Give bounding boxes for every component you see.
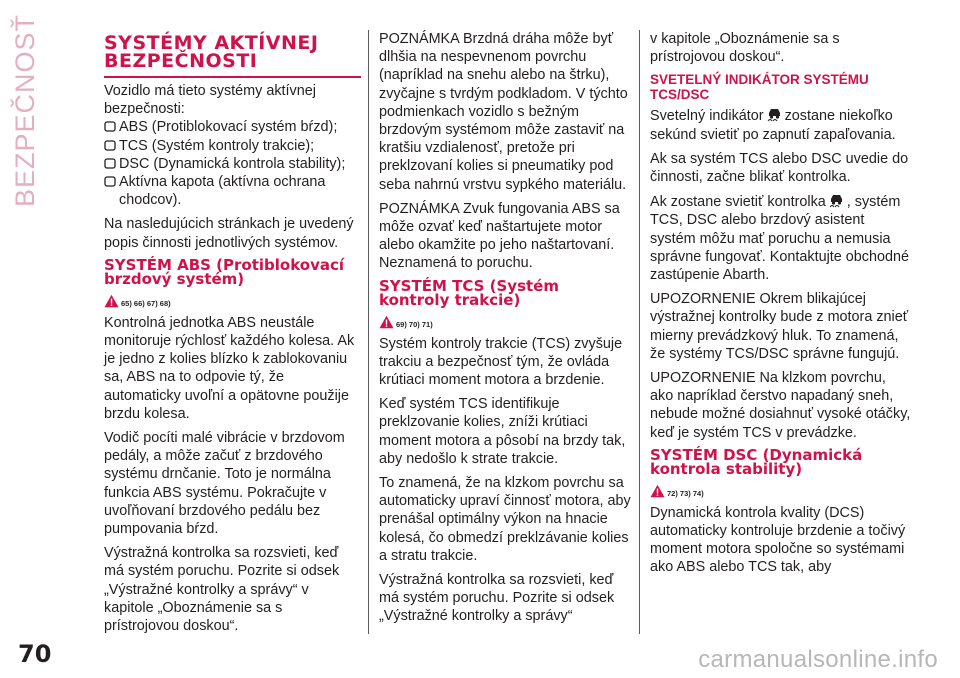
abs-warning-refs [104, 292, 361, 308]
list-item [104, 155, 361, 173]
indicator-paragraph-3 [650, 192, 912, 284]
tcs-refs: 69) 70) 71) [396, 319, 433, 329]
section-title: SYSTÉMY AKTÍVNEJ BEZPEČNOSTI [104, 34, 361, 78]
indicator-paragraph-2: Ak sa systém TCS alebo DSC uvedie do činnosti, začne blikať kontrolka. [650, 150, 909, 186]
column-divider [368, 30, 369, 634]
systems-list [104, 118, 361, 209]
indicator-text-a: Svetelný indikátor [650, 108, 764, 125]
following-pages-paragraph: Na nasledujúcich stránkach je uvedený popis činnosti jednotlivých systémov. [104, 216, 354, 251]
list-item [104, 118, 361, 136]
warning-triangle-icon [379, 315, 394, 329]
checkbox-bullet-icon [104, 121, 116, 132]
list-item-text: ABS (Protiblokovací systém bŕzd); [119, 119, 338, 136]
skidding-car-icon [828, 192, 845, 208]
abs-refs: 65) 66) 67) 68) [121, 298, 171, 308]
continuation-paragraph: v kapitole „Oboznámenie sa s prístrojovou doskou“. [650, 31, 840, 66]
caution-paragraph-2: UPOZORNENIE Na klzkom povrchu, ako napríklad čerstvo napadaný sneh, nebude možné dosiahnuť vysoké otáčky, keď je systém TCS v prevádzke. [650, 370, 911, 441]
indicator-text-b: zostane niekoľko sekúnd svietiť po zapnutí zapaľovania. [650, 108, 896, 143]
abs-heading: SYSTÉM ABS (Protiblokovací brzdový systém) [104, 255, 345, 288]
abs-paragraph-1: Kontrolná jednotka ABS neustále monitoruje rýchlosť každého kolesa. Ak je jedno z kolies blízko k zablokovaniu sa, ABS na to odpovie tý, že automaticky uvoľní a opätovne použije brzdu kolesa. [104, 314, 355, 422]
skidding-car-icon [766, 106, 783, 122]
abs-paragraph-2: Vodič pocíti malé vibrácie v brzdovom pedály, a môže začuť z brzdového systému drnčanie. Toto je normálna funkcia ABS systému. Pokračujte v uvoľňovaní brzdového pedálu bez pumpovania bŕzd. [104, 430, 345, 538]
dsc-heading: SYSTÉM DSC (Dynamická kontrola stability) [650, 445, 863, 478]
note-paragraph-1: POZNÁMKA Brzdná dráha môže byť dlhšia na nespevnenom povrchu (napríklad na snehu alebo na štrku), zvyčajne s tvrdým podkladom. V týchto podmienkach vozidlo s bežným brzdovým systémom môže zastaviť na kratšiu vzdialenosť, pretože pri preklzovaní kolies si pneumatiky pod seba nahrnú vrstvu sypkého materiálu. [379, 31, 628, 193]
section-side-tab [6, 13, 46, 207]
list-item [104, 173, 361, 209]
column-2 [379, 30, 631, 632]
list-item-text: TCS (Systém kontroly trakcie); [119, 137, 315, 154]
warning-triangle-icon [650, 484, 665, 498]
tcs-heading: SYSTÉM TCS (Systém kontroly trakcie) [379, 276, 559, 309]
tcs-paragraph-3: To znamená, že na klzkom povrchu sa automaticky upraví činnosť motora, aby prenášal optimálny výkon na hnacie kolesá, čo obmedzí preklzávanie kolies a stratu trakcie. [379, 475, 631, 564]
indicator-text-c: Ak zostane svietiť kontrolka [650, 194, 826, 211]
list-item-text: DSC (Dynamická kontrola stability); [119, 155, 346, 172]
list-item [104, 137, 361, 155]
list-item-text: Aktívna kapota (aktívna ochrana chodcov). [119, 174, 326, 209]
tcs-paragraph-4: Výstražná kontrolka sa rozsvieti, keď má systém poruchu. Pozrite si odsek „Výstražné kontrolky a správy“ [379, 572, 615, 625]
column-divider [639, 30, 640, 634]
indicator-heading: SVETELNÝ INDIKÁTOR SYSTÉMU TCS/DSC [650, 72, 869, 103]
checkbox-bullet-icon [104, 176, 116, 187]
intro-paragraph: Vozidlo má tieto systémy aktívnej bezpečnosti: [104, 83, 316, 118]
watermark: carmanualsonline.info [698, 646, 938, 673]
tcs-paragraph-1: Systém kontroly trakcie (TCS) zvyšuje trakciu a bezpečnosť tým, že ovláda krútiaci moment motora a brzdenie. [379, 335, 623, 389]
note-paragraph-2: POZNÁMKA Zvuk fungovania ABS sa môže ozvať keď naštartujete motor alebo okamžite po jeho naštartovaní. Neznamená to poruchu. [379, 200, 620, 272]
checkbox-bullet-icon [104, 140, 116, 151]
caution-paragraph-1: UPOZORNENIE Okrem blikajúcej výstražnej kontrolky bude z motora znieť mierny prevádzkový hluk. To znamená, že systémy TCS/DSC správne fungujú. [650, 291, 909, 362]
tcs-warning-refs [379, 313, 631, 329]
checkbox-bullet-icon [104, 158, 116, 169]
column-3 [650, 30, 912, 583]
dsc-refs: 72) 73) 74) [667, 488, 704, 498]
tcs-paragraph-2: Keď systém TCS identifikuje preklzovanie kolies, zníži krútiaci moment motora a pôsobí na brzdy tak, aby nedošlo k strate trakcie. [379, 396, 626, 467]
column-1 [104, 30, 361, 641]
section-side-tab-label: BEZPEČNOSŤ [10, 13, 41, 207]
dsc-paragraph-1: Dynamická kontrola kvality (DCS) automaticky kontroluje brzdenie a točivý moment motora spoločne so systémami ako ABS alebo TCS tak, aby [650, 504, 906, 576]
page-number: 70 [18, 640, 52, 668]
indicator-text-d: , systém TCS, DSC alebo brzdový asistent systém môžu mať poruchu a nemusia správne fungovať. Kontaktujte obchodné zastúpenie Abarth. [650, 194, 910, 284]
indicator-paragraph-1 [650, 106, 912, 143]
abs-paragraph-3: Výstražná kontrolka sa rozsvieti, keď má systém poruchu. Pozrite si odsek „Výstražné kontrolky a správy“ v kapitole „Oboznámenie sa s prístrojovou doskou“. [104, 545, 340, 635]
warning-triangle-icon [104, 294, 119, 308]
dsc-warning-refs [650, 482, 912, 498]
